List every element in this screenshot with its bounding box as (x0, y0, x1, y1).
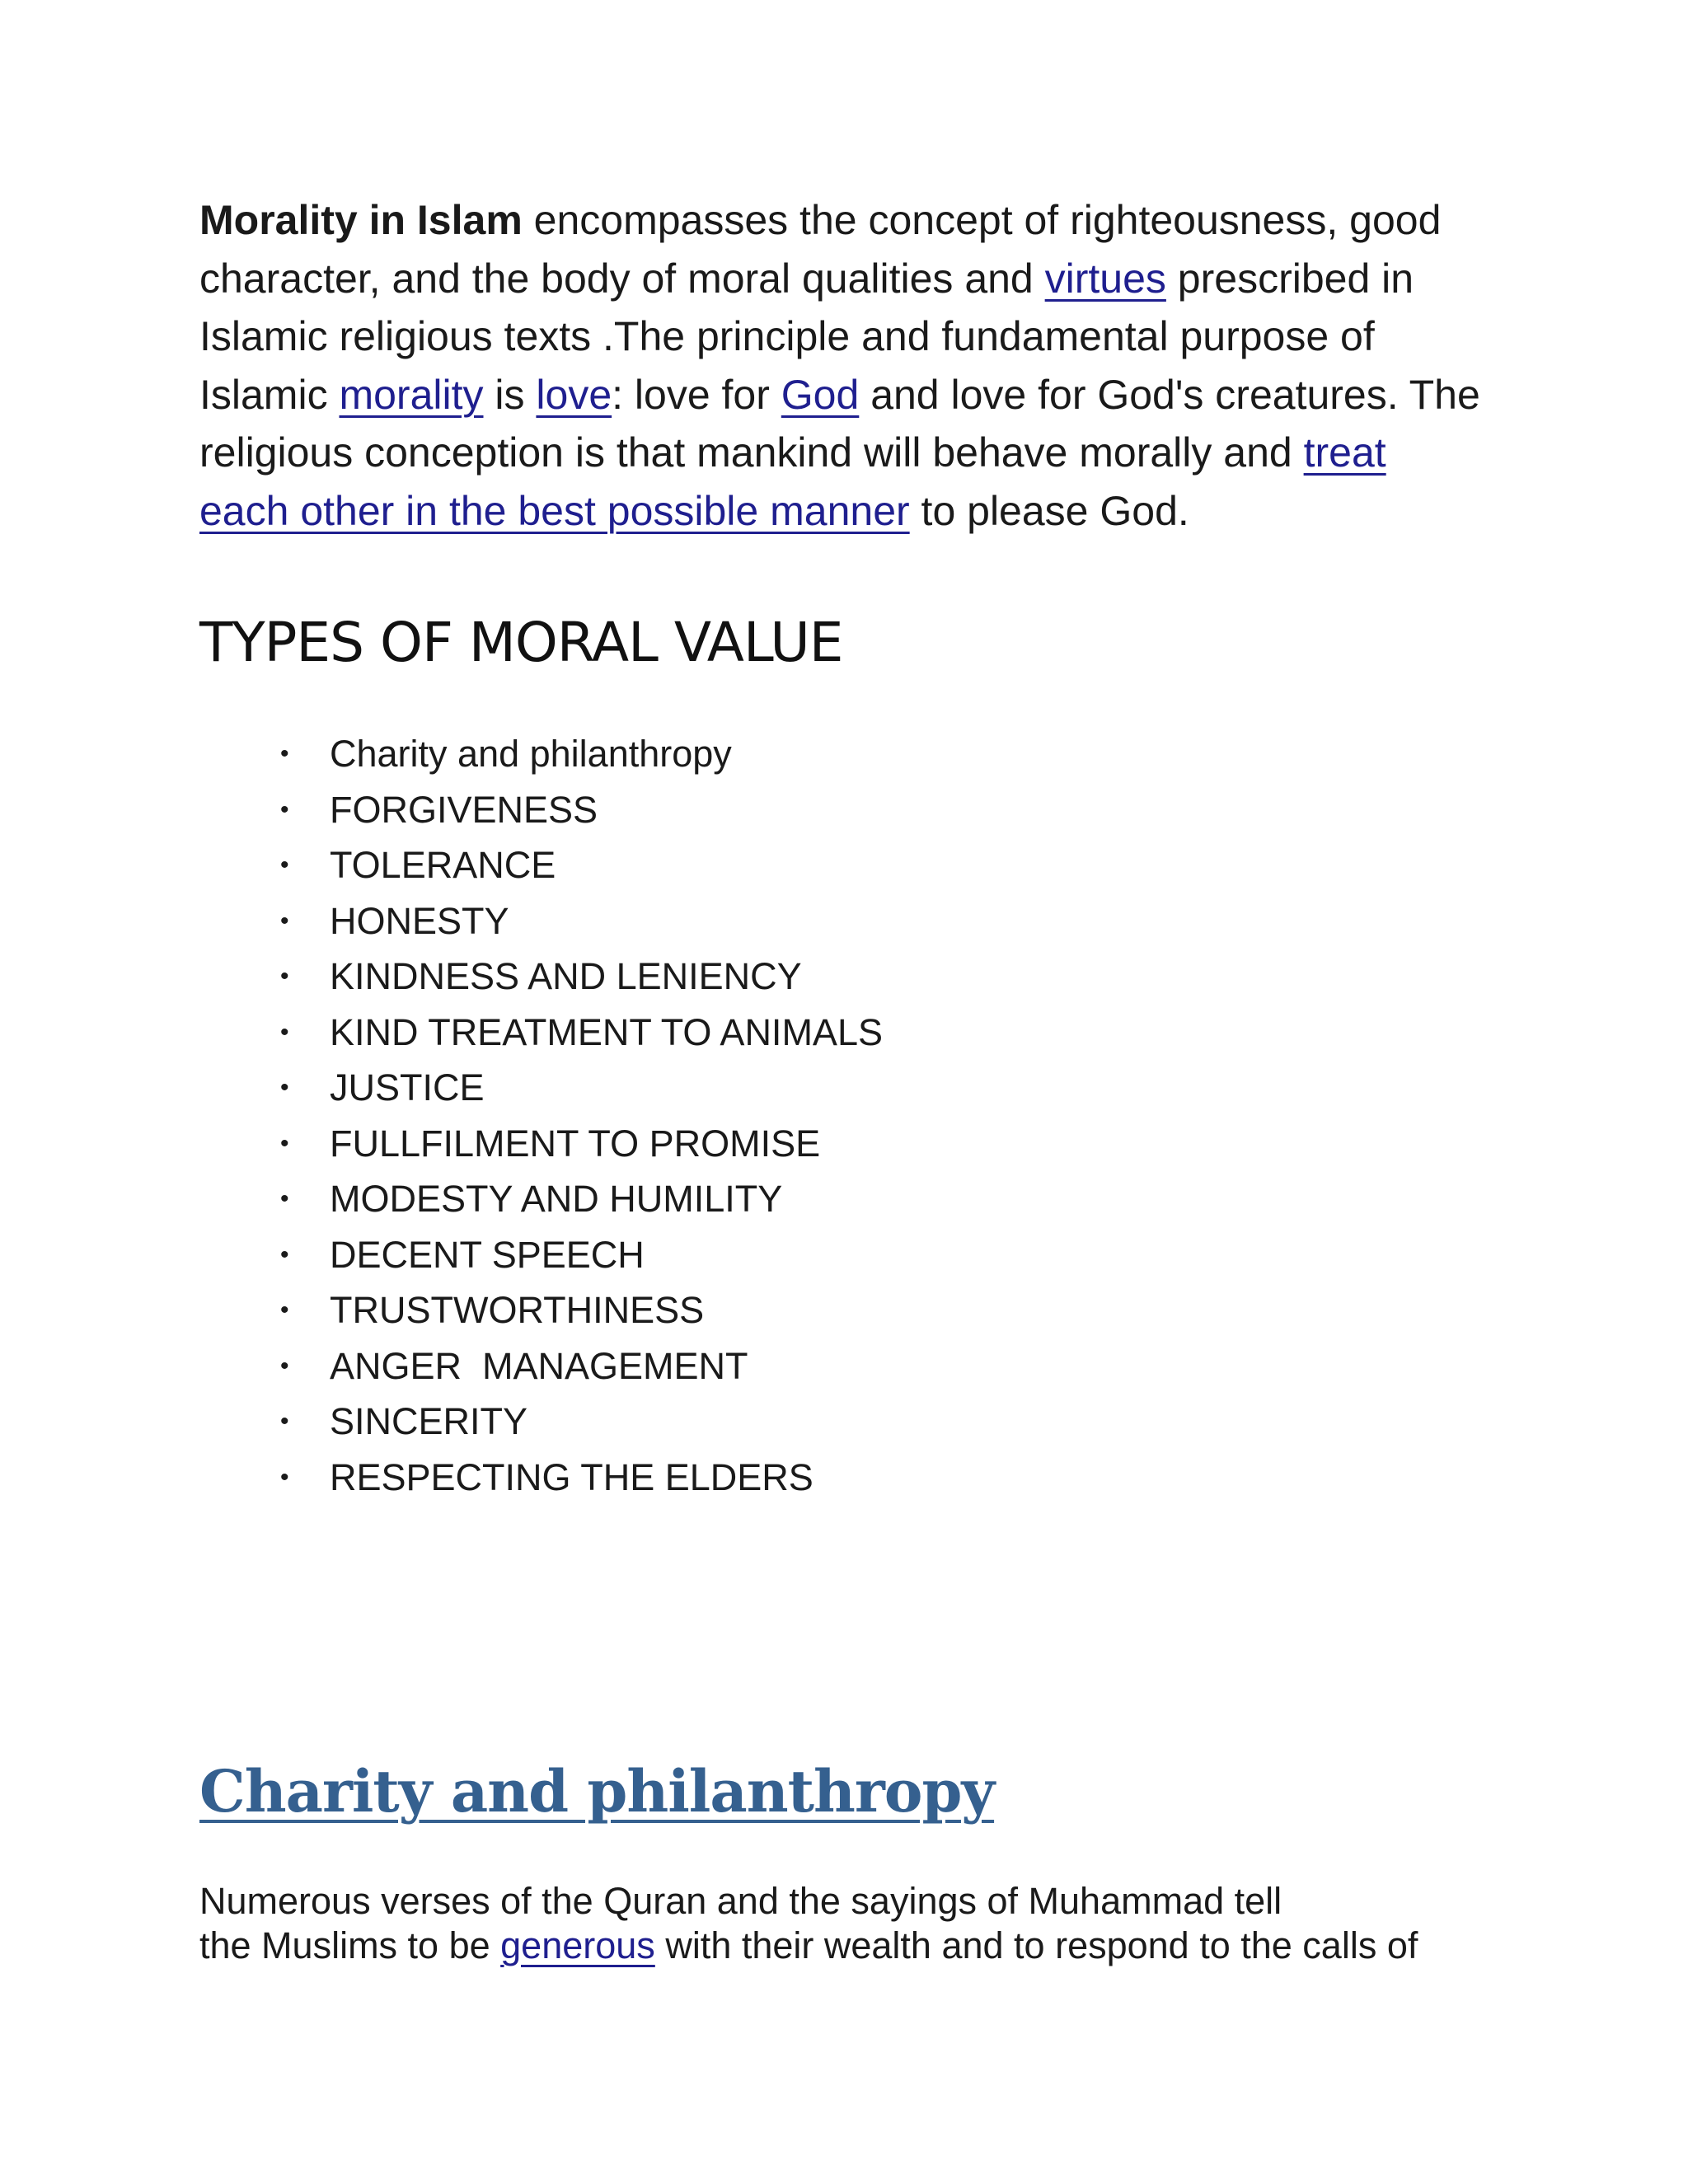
bullet-icon: • (280, 1240, 289, 1268)
list-item (280, 1394, 883, 1450)
bullet-icon: • (280, 907, 289, 935)
list-item-label: RESPECTING THE ELDERS (330, 1455, 814, 1498)
bullet-icon: • (280, 1185, 289, 1212)
intro-paragraph (199, 191, 1485, 540)
list-item (280, 1450, 883, 1506)
list-item-label: JUSTICE (330, 1066, 485, 1108)
list-item (280, 1060, 883, 1116)
bullet-icon: • (280, 795, 289, 823)
link-generous[interactable]: generous (500, 1924, 655, 1966)
list-item (280, 1116, 883, 1172)
list-item-label: SINCERITY (330, 1400, 528, 1442)
charity-line-2a: the Muslims to be (199, 1924, 501, 1966)
moral-values-list (280, 726, 883, 1505)
charity-paragraph (199, 1879, 1518, 1968)
bullet-icon: • (280, 1408, 289, 1435)
list-item-label: ANGER MANAGEMENT (330, 1344, 748, 1387)
types-of-moral-value-heading: TYPES OF MORAL VALUE (199, 611, 843, 674)
list-item-label: FULLFILMENT TO PROMISE (330, 1122, 821, 1165)
link-god[interactable]: God (781, 371, 860, 418)
intro-text-1: encompasses the concept of righteousness, good character, and the body of moral qualities and (199, 197, 1442, 302)
link-treat-each-other[interactable]: treat each other in the best possible manner (199, 429, 1386, 534)
link-morality[interactable]: morality (339, 371, 484, 418)
bullet-icon: • (280, 1129, 289, 1157)
charity-line-1: Numerous verses of the Quran and the sayings of Muhammad tell (199, 1880, 1282, 1922)
list-item (280, 893, 883, 949)
intro-text-4: : love for (612, 371, 781, 418)
intro-text-2: prescribed in Islamic religious texts .The principle and fundamental purpose of Islamic (199, 255, 1414, 418)
bullet-icon: • (280, 1296, 289, 1324)
link-love[interactable]: love (536, 371, 612, 418)
list-item-label: HONESTY (330, 899, 509, 942)
bullet-icon: • (280, 851, 289, 879)
bullet-icon: • (280, 1074, 289, 1101)
list-item-label: MODESTY AND HUMILITY (330, 1178, 783, 1220)
list-item-label: FORGIVENESS (330, 788, 598, 831)
list-item (280, 726, 883, 782)
bullet-icon: • (280, 740, 289, 767)
bullet-icon: • (280, 1463, 289, 1491)
intro-bold-lead: Morality in Islam (199, 197, 523, 243)
bullet-icon: • (280, 1018, 289, 1046)
list-item-label: TOLERANCE (330, 844, 556, 886)
bullet-icon: • (280, 1352, 289, 1380)
list-item (280, 1171, 883, 1227)
list-item-label: KINDNESS AND LENIENCY (330, 955, 802, 997)
intro-text-6: to please God. (909, 487, 1189, 534)
list-item (280, 1005, 883, 1061)
list-item-label: KIND TREATMENT TO ANIMALS (330, 1010, 883, 1053)
list-item-label: Charity and philanthropy (330, 733, 732, 775)
list-item (280, 1227, 883, 1283)
list-item (280, 837, 883, 893)
intro-text-5: and love for God's creatures. The religious conception is that mankind will behave morally and (199, 371, 1480, 476)
list-item (280, 1338, 883, 1394)
list-item (280, 1282, 883, 1338)
list-item-label: DECENT SPEECH (330, 1233, 645, 1276)
link-virtues[interactable]: virtues (1044, 255, 1166, 302)
intro-text-3: is (483, 371, 537, 418)
charity-section-heading: Charity and philanthropy (199, 1757, 995, 1825)
list-item-label: TRUSTWORTHINESS (330, 1289, 705, 1331)
charity-line-2b: with their wealth and to respond to the calls of (654, 1924, 1418, 1966)
list-item (280, 949, 883, 1005)
bullet-icon: • (280, 963, 289, 990)
list-item (280, 782, 883, 838)
